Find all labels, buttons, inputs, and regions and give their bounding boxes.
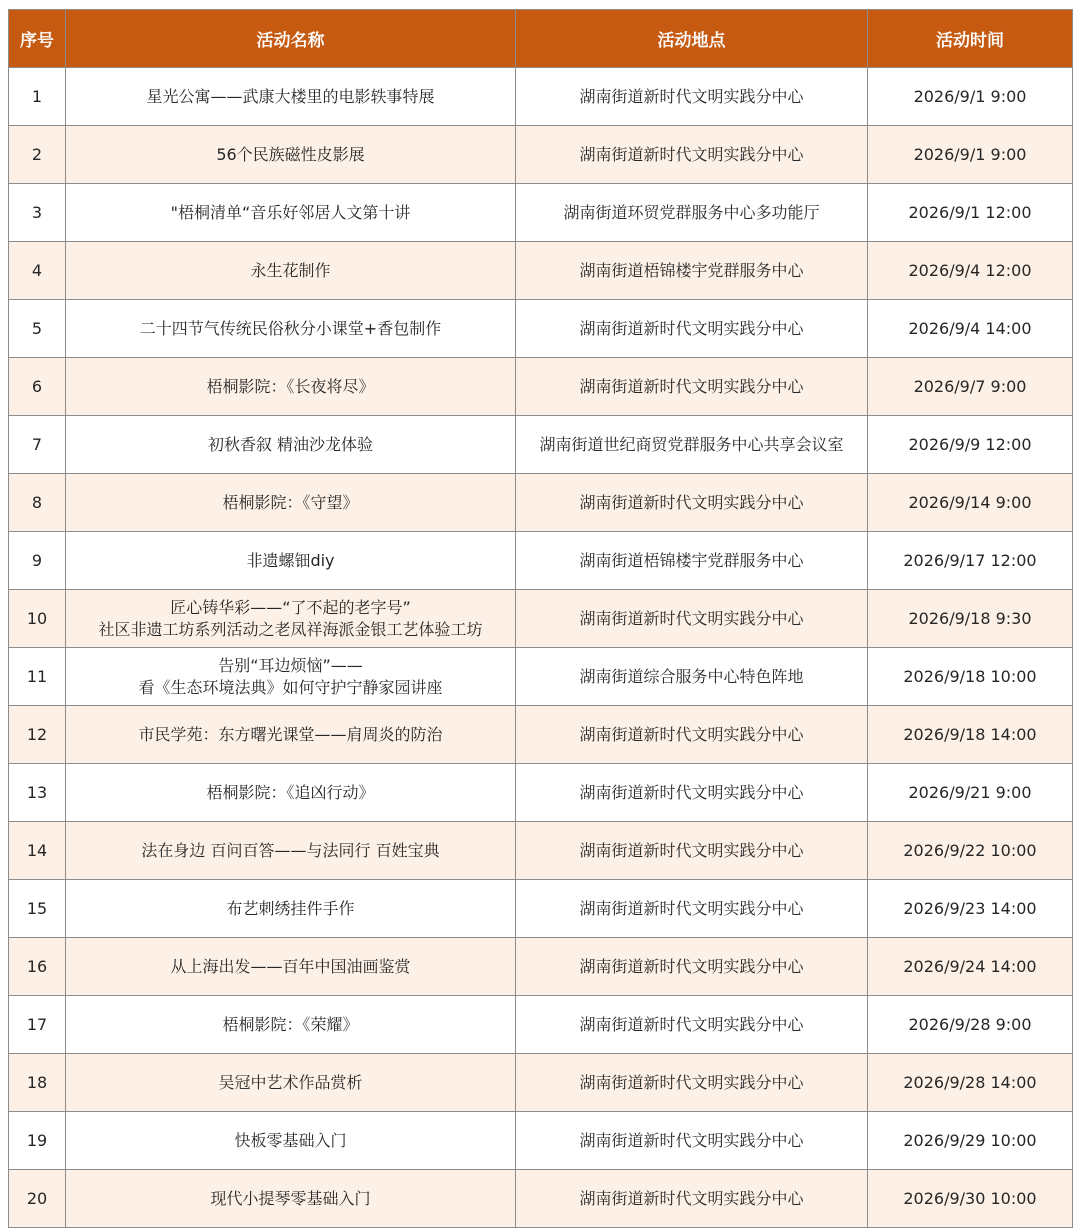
row-num: 14 — [9, 822, 66, 880]
activity-name-line: 星光公寓——武康大楼里的电影轶事特展 — [146, 86, 435, 106]
activity-name-line: 初秋香叙 精油沙龙体验 — [207, 434, 374, 454]
table-row — [9, 532, 1073, 590]
row-activity-time: 2026/9/30 10:00 — [868, 1170, 1073, 1228]
row-num: 6 — [9, 358, 66, 416]
row-num: 15 — [9, 880, 66, 938]
table-row — [9, 996, 1073, 1054]
table-row — [9, 648, 1073, 706]
row-activity-place: 湖南街道新时代文明实践分中心 — [516, 590, 868, 648]
activity-schedule-table — [8, 9, 1073, 1228]
row-activity-name — [66, 1054, 516, 1112]
row-activity-time: 2026/9/18 10:00 — [868, 648, 1073, 706]
row-activity-name — [66, 474, 516, 532]
row-activity-place: 湖南街道世纪商贸党群服务中心共享会议室 — [516, 416, 868, 474]
row-activity-time: 2026/9/9 12:00 — [868, 416, 1073, 474]
table-row — [9, 300, 1073, 358]
table-row — [9, 242, 1073, 300]
activity-schedule-table-wrapper — [8, 9, 1072, 1228]
activity-name-line: 看《生态环境法典》如何守护宁静家园讲座 — [138, 677, 443, 697]
table-row — [9, 1170, 1073, 1228]
row-activity-name — [66, 184, 516, 242]
row-num: 7 — [9, 416, 66, 474]
table-row — [9, 184, 1073, 242]
row-num: 19 — [9, 1112, 66, 1170]
row-activity-name — [66, 300, 516, 358]
row-activity-name — [66, 648, 516, 706]
row-num: 10 — [9, 590, 66, 648]
row-num: 2 — [9, 126, 66, 184]
table-row — [9, 880, 1073, 938]
row-activity-name — [66, 764, 516, 822]
row-activity-place: 湖南街道新时代文明实践分中心 — [516, 126, 868, 184]
row-activity-place: 湖南街道新时代文明实践分中心 — [516, 1170, 868, 1228]
table-row — [9, 358, 1073, 416]
row-activity-time: 2026/9/14 9:00 — [868, 474, 1073, 532]
row-activity-name — [66, 590, 516, 648]
header-num: 序号 — [9, 10, 66, 68]
row-activity-time: 2026/9/18 14:00 — [868, 706, 1073, 764]
row-num: 4 — [9, 242, 66, 300]
row-activity-name — [66, 822, 516, 880]
activity-name-line: 告别“耳边烦恼”—— — [218, 655, 363, 675]
activity-name-line: 梧桐影院：《追凶行动》 — [206, 782, 375, 802]
row-activity-place: 湖南街道新时代文明实践分中心 — [516, 764, 868, 822]
row-activity-time: 2026/9/22 10:00 — [868, 822, 1073, 880]
row-activity-place: 湖南街道新时代文明实践分中心 — [516, 1054, 868, 1112]
row-activity-time: 2026/9/24 14:00 — [868, 938, 1073, 996]
row-num: 17 — [9, 996, 66, 1054]
row-activity-place: 湖南街道新时代文明实践分中心 — [516, 996, 868, 1054]
activity-name-line: 从上海出发——百年中国油画鉴赏 — [170, 956, 411, 976]
row-activity-time: 2026/9/1 9:00 — [868, 126, 1073, 184]
row-activity-time: 2026/9/29 10:00 — [868, 1112, 1073, 1170]
row-activity-name — [66, 1170, 516, 1228]
table-row — [9, 126, 1073, 184]
row-num: 18 — [9, 1054, 66, 1112]
row-activity-name — [66, 706, 516, 764]
row-num: 3 — [9, 184, 66, 242]
row-num: 9 — [9, 532, 66, 590]
row-activity-name — [66, 126, 516, 184]
activity-name-line: 二十四节气传统民俗秋分小课堂+香包制作 — [139, 318, 442, 338]
table-row — [9, 938, 1073, 996]
row-num: 8 — [9, 474, 66, 532]
row-activity-time: 2026/9/4 12:00 — [868, 242, 1073, 300]
header-place: 活动地点 — [516, 10, 868, 68]
row-num: 12 — [9, 706, 66, 764]
activity-name-line: 现代小提琴零基础入门 — [210, 1188, 371, 1208]
table-row — [9, 1054, 1073, 1112]
row-activity-place: 湖南街道新时代文明实践分中心 — [516, 938, 868, 996]
row-num: 1 — [9, 68, 66, 126]
activity-name-line: 社区非遗工坊系列活动之老凤祥海派金银工艺体验工坊 — [98, 619, 483, 639]
table-row — [9, 1112, 1073, 1170]
row-activity-place: 湖南街道梧锦楼宇党群服务中心 — [516, 242, 868, 300]
row-activity-place: 湖南街道综合服务中心特色阵地 — [516, 648, 868, 706]
row-activity-place: 湖南街道环贸党群服务中心多功能厅 — [516, 184, 868, 242]
row-activity-place: 湖南街道新时代文明实践分中心 — [516, 358, 868, 416]
row-activity-name — [66, 416, 516, 474]
activity-name-line: 梧桐影院：《长夜将尽》 — [206, 376, 375, 396]
row-activity-time: 2026/9/17 12:00 — [868, 532, 1073, 590]
activity-name-line: 非遗螺钿diy — [246, 550, 335, 570]
table-body — [9, 68, 1073, 1228]
table-row — [9, 706, 1073, 764]
row-activity-time: 2026/9/28 9:00 — [868, 996, 1073, 1054]
table-row — [9, 822, 1073, 880]
activity-name-line: 布艺刺绣挂件手作 — [226, 898, 355, 918]
header-time: 活动时间 — [868, 10, 1073, 68]
activity-name-line: 56个民族磁性皮影展 — [216, 144, 365, 164]
row-activity-time: 2026/9/23 14:00 — [868, 880, 1073, 938]
row-num: 5 — [9, 300, 66, 358]
row-activity-time: 2026/9/4 14:00 — [868, 300, 1073, 358]
activity-name-line: 梧桐影院：《荣耀》 — [222, 1014, 359, 1034]
table-header — [9, 10, 1073, 68]
row-activity-place: 湖南街道梧锦楼宇党群服务中心 — [516, 532, 868, 590]
table-row — [9, 416, 1073, 474]
row-activity-place: 湖南街道新时代文明实践分中心 — [516, 822, 868, 880]
row-activity-name — [66, 996, 516, 1054]
table-row — [9, 474, 1073, 532]
row-num: 20 — [9, 1170, 66, 1228]
row-activity-name — [66, 68, 516, 126]
activity-name-line: 法在身边 百问百答——与法同行 百姓宝典 — [141, 840, 440, 860]
activity-name-line: 永生花制作 — [250, 260, 331, 280]
row-activity-time: 2026/9/1 12:00 — [868, 184, 1073, 242]
row-num: 16 — [9, 938, 66, 996]
row-activity-place: 湖南街道新时代文明实践分中心 — [516, 474, 868, 532]
row-activity-name — [66, 532, 516, 590]
row-activity-time: 2026/9/21 9:00 — [868, 764, 1073, 822]
activity-name-line: 匠心铸华彩——“了不起的老字号” — [170, 597, 411, 617]
activity-name-line: 快板零基础入门 — [234, 1130, 347, 1150]
row-activity-place: 湖南街道新时代文明实践分中心 — [516, 706, 868, 764]
activity-name-line: 梧桐影院：《守望》 — [222, 492, 359, 512]
row-activity-place: 湖南街道新时代文明实践分中心 — [516, 1112, 868, 1170]
row-activity-place: 湖南街道新时代文明实践分中心 — [516, 68, 868, 126]
table-row — [9, 764, 1073, 822]
row-num: 13 — [9, 764, 66, 822]
header-row — [9, 10, 1073, 68]
table-row — [9, 68, 1073, 126]
activity-name-line: 市民学苑：东方曙光课堂——肩周炎的防治 — [138, 724, 443, 744]
row-activity-name — [66, 1112, 516, 1170]
header-name: 活动名称 — [66, 10, 516, 68]
row-activity-name — [66, 880, 516, 938]
row-activity-name — [66, 242, 516, 300]
row-num: 11 — [9, 648, 66, 706]
row-activity-time: 2026/9/28 14:00 — [868, 1054, 1073, 1112]
row-activity-name — [66, 938, 516, 996]
row-activity-time: 2026/9/7 9:00 — [868, 358, 1073, 416]
row-activity-name — [66, 358, 516, 416]
row-activity-time: 2026/9/1 9:00 — [868, 68, 1073, 126]
activity-name-line: 吴冠中艺术作品赏析 — [218, 1072, 363, 1092]
row-activity-time: 2026/9/18 9:30 — [868, 590, 1073, 648]
row-activity-place: 湖南街道新时代文明实践分中心 — [516, 300, 868, 358]
row-activity-place: 湖南街道新时代文明实践分中心 — [516, 880, 868, 938]
activity-name-line: "梧桐清单“音乐好邻居人文第十讲 — [170, 202, 411, 222]
table-row — [9, 590, 1073, 648]
